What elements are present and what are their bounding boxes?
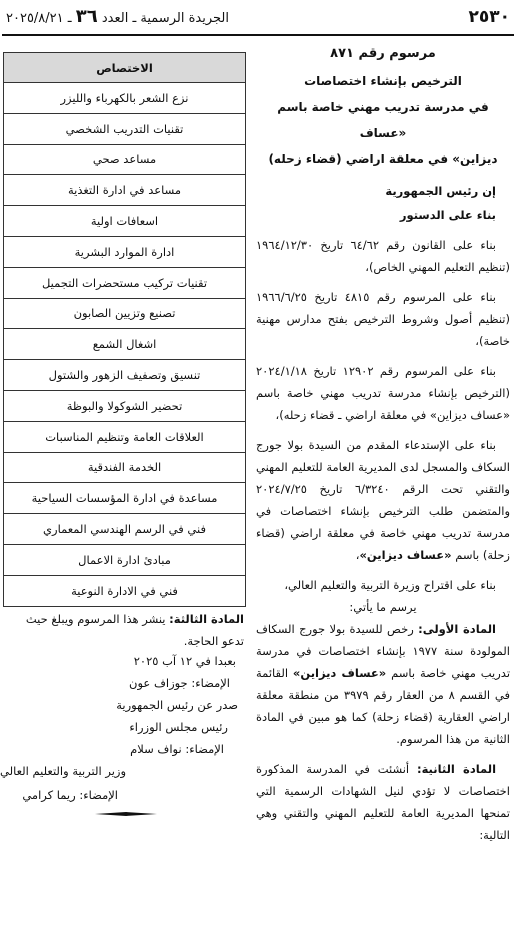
preamble-decree-12902: بناء على المرسوم رقم ١٢٩٠٢ تاريخ ٢٠٢٤/١/١٨ (الترخيص بإنشاء مدرسة تدريب مهني خاصة باسم «عساف ديزاين» في معلقة اراضي ـ قضاء زحله)، [256,364,510,422]
table-row [4,83,246,114]
specialties-table [3,52,246,607]
divider-shape [95,812,157,816]
article-3 [4,608,244,652]
preamble-decree-4815: بناء على المرسوم رقم ٤٨١٥ تاريخ ١٩٦٦/٦/٢٥ (تنظيم أصول وشروط الترخيص بفتح مدارس مهنية خاصة)، [256,290,510,348]
table-row [4,144,246,175]
table-cell: مساعد صحي [4,144,246,175]
constitution-line: بناء على الدستور [399,208,496,222]
article-1-text-2: القائمة في القسم ٨ من العقار رقم ٣٩٧٩ من منطقة معلقة اراضي العقارية (قضاء زحلة) كما هو مبين في المادة الثانية من هذا المرسوم. [256,666,510,746]
table-row [4,544,246,575]
preamble-proposal: بناء على اقتراح وزيرة التربية والتعليم العالي، [284,578,496,592]
table-row [4,175,246,206]
header-rule [2,34,514,36]
decrees-line: يرسم ما يأتي: [349,600,417,614]
pm-title: رئيس مجلس الوزراء [129,720,228,734]
article-2 [256,758,510,846]
table-cell: فني في الادارة النوعية [4,575,246,606]
article-1-label: المادة الأولى: [418,622,496,636]
table-cell: تقنيات التدريب الشخصي [4,113,246,144]
table-cell: نزع الشعر بالكهرباء والليزر [4,83,246,114]
article-2-text: أنشئت في المدرسة المذكورة اختصاصات لا تؤدي لنيل الشهادات الرسمية التي تمنحها المديرية العامة للتعليم المهني والتقني وهي التالية: [256,762,510,842]
minister-title: وزير التربية والتعليم العالي [0,764,126,778]
article-3-text: ينشر هذا المرسوم ويبلغ حيث تدعو الحاجة. [25,612,244,648]
issue-date: ـ ٢٠٢٥/٨/٢١ [6,11,72,26]
preamble-law: بناء على القانون رقم ٦٤/٦٢ تاريخ ١٩٦٤/١٢/٣٠ (تنظيم التعليم المهني الخاص)، [256,238,510,274]
table-row [4,113,246,144]
issued-by: صدر عن رئيس الجمهورية [116,698,238,712]
table-row [4,360,246,391]
decree-subject-2: في مدرسة تدريب مهني خاصة باسم «عساف [277,100,489,140]
pm-signature: الإمضاء: نواف سلام [130,742,224,756]
table-row [4,514,246,545]
decree-subject-1: الترخيص بإنشاء اختصاصات [304,74,462,88]
table-cell: ادارة الموارد البشرية [4,236,246,267]
article-1-school-name: «عساف ديزاين» [292,666,387,680]
president-signature: الإمضاء: جوزاف عون [129,676,230,690]
decree-number: مرسوم رقم ٨٧١ [330,46,436,61]
table-cell: مساعدة في ادارة المؤسسات السياحية [4,483,246,514]
table-row [4,390,246,421]
table-row [4,267,246,298]
decree-subject-3: ديزاين» في معلقة اراضي (قضاء زحله) [268,152,498,166]
preamble-request [256,434,510,566]
table-row [4,483,246,514]
table-row [4,452,246,483]
table-cell: العلاقات العامة وتنظيم المناسبات [4,421,246,452]
minister-signature: الإمضاء: ريما كرامي [22,788,118,802]
table-row [4,206,246,237]
table-row [4,421,246,452]
table-cell: تنسيق وتصفيف الزهور والشتول [4,360,246,391]
table-cell: مبادئ ادارة الاعمال [4,544,246,575]
gazette-header [6,4,229,30]
table-cell: الخدمة الفندقية [4,452,246,483]
table-row [4,329,246,360]
table-cell: اشغال الشمع [4,329,246,360]
table-cell: تصنيع وتزيين الصابون [4,298,246,329]
table-cell: مساعد في ادارة التغذية [4,175,246,206]
place-date: بعبدا في ١٢ آب ٢٠٢٥ [133,654,236,668]
table-row [4,575,246,606]
table-cell: تحضير الشوكولا والبوظة [4,390,246,421]
article-3-block [4,608,244,652]
decree-column [256,40,510,846]
table-row [4,298,246,329]
table-cell: فني في الرسم الهندسي المعماري [4,514,246,545]
end-divider [95,812,157,816]
request-text: بناء على الإستدعاء المقدم من السيدة بولا جورج السكاف والمسجل لدى المديرية العامة للتعليم المهني والتقني تحت الرقم ٦/٣٢٤٠ تاريخ ٢٠٢٤/٧/٢٥ والمتضمن طلب الترخيص بإنشاء اختصاصات في مدرسة تدريب مهني خاصة في معلقة اراضي (قضاء زحلة) باسم [256,438,510,562]
issue-number: ٣٦ [75,6,98,27]
president-line: إن رئيس الجمهورية [385,184,496,198]
article-1-text: رخص للسيدة بولا جورج السكاف المولودة سنة ١٩٧٧ بإنشاء اختصاصات في مدرسة تدريب مهني خاصة باسم [256,622,511,680]
request-school-name: «عساف ديزاين» [359,548,452,562]
gazette-title: الجريدة الرسمية ـ العدد [101,11,229,26]
table-cell: تقنيات تركيب مستحضرات التجميل [4,267,246,298]
article-3-label: المادة الثالثة: [169,612,244,626]
table-row [4,236,246,267]
page-number: ٢٥٣٠ [468,7,510,27]
table-header: الاختصاص [4,53,246,83]
request-end: ، [355,548,360,562]
table-cell: اسعافات اولية [4,206,246,237]
article-2-label: المادة الثانية: [416,762,497,776]
article-1 [256,618,510,750]
